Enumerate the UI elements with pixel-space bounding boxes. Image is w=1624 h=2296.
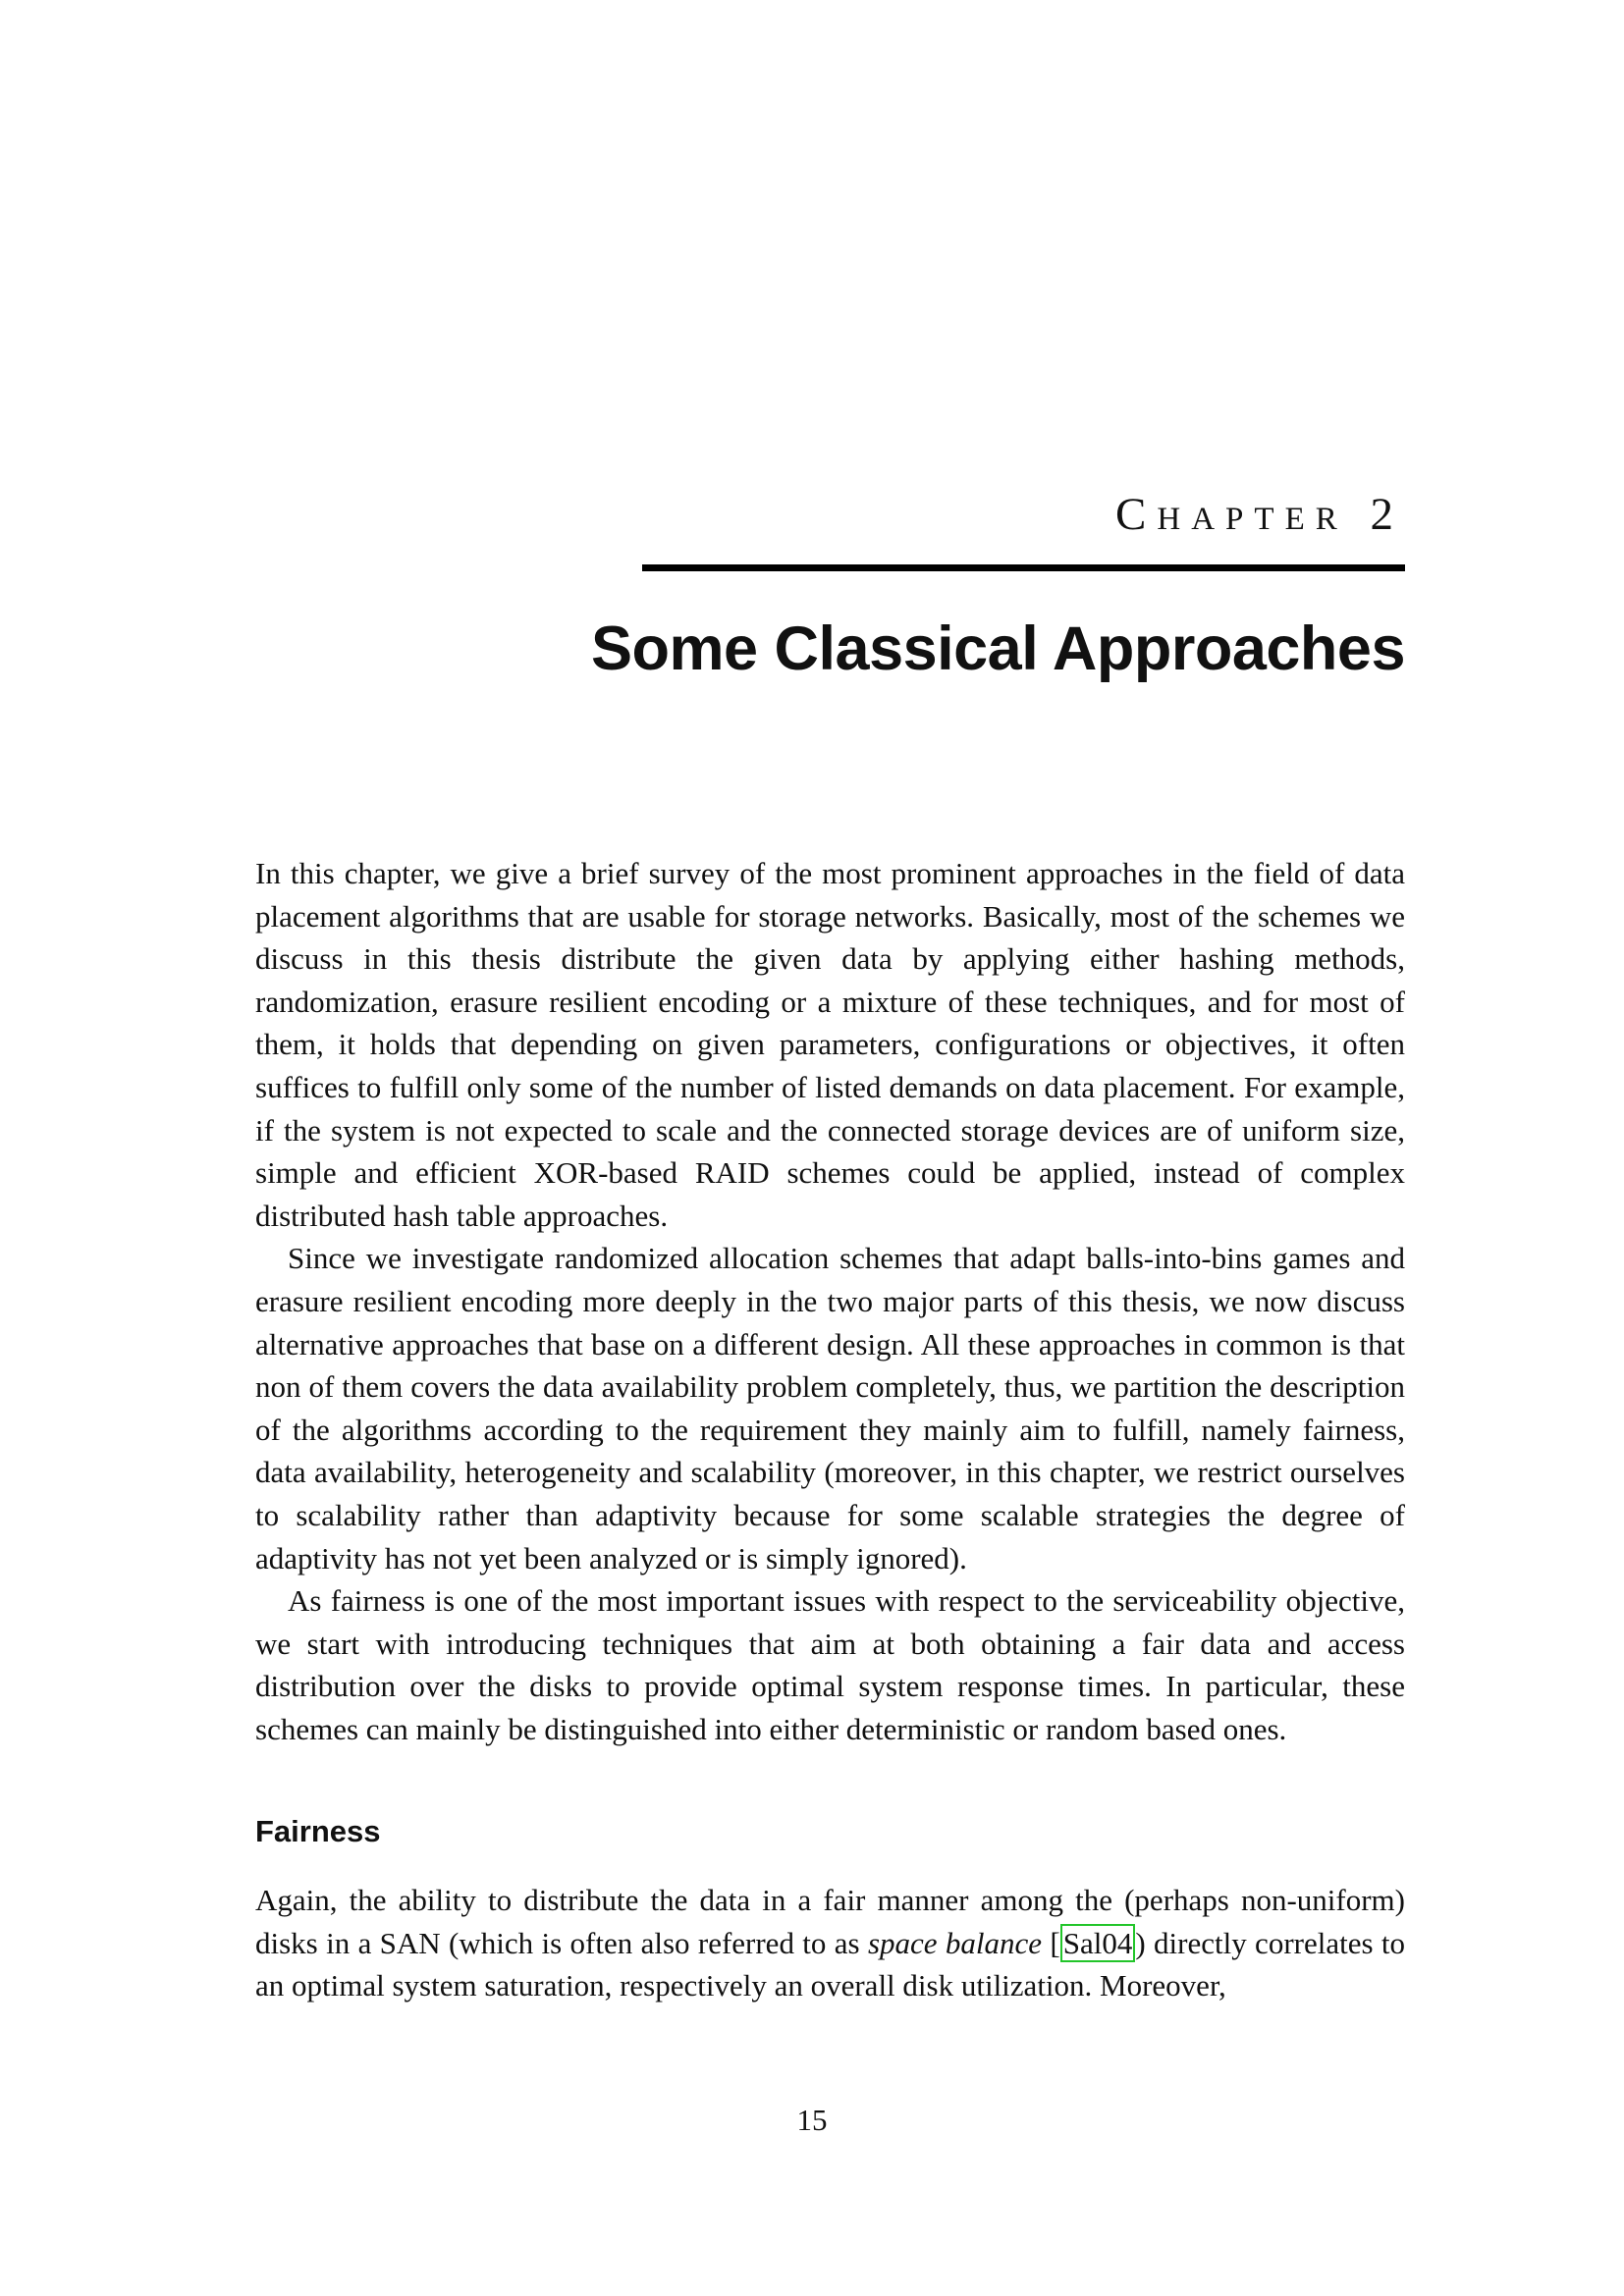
- citation-link-sal04[interactable]: Sal04: [1060, 1924, 1136, 1962]
- section-heading-fairness: Fairness: [255, 1814, 381, 1848]
- intro-body: [255, 852, 1405, 1750]
- chapter-label-text: Chapter 2: [1115, 489, 1404, 540]
- fairness-body: [255, 1879, 1405, 2007]
- chapter-label: [1031, 488, 1404, 541]
- chapter-rule: [642, 564, 1405, 571]
- page-number: 15: [796, 2103, 828, 2137]
- fairness-paragraph: Again, the ability to distribute the data in a fair manner among the (perhaps non-uniform) disks in a SAN (which is often also referred to as space balance [Sal04) directly correlates to an optimal system saturation, respectively an overall disk utilization. Moreover,: [255, 1883, 1406, 2003]
- fairness-text-1: Again, the ability to distribute the data in a fair manner among the (perhaps non-uniform) disks in a SAN (which is often also referred to as: [255, 1883, 1405, 1960]
- fairness-text-2: ) directly correlates to an optimal system saturation, respectively an overall disk utilization. Moreover,: [255, 1925, 1406, 2003]
- chapter-title: Some Classical Approaches: [590, 614, 1405, 683]
- intro-paragraph-2: Since we investigate randomized allocation schemes that adapt balls-into-bins games and erasure resilient encoding more deeply in the two major parts of this thesis, we now discuss alternative approaches that base on a different design. All these approaches in common is that non of them covers the data availability problem completely, thus, we partition the description of the algorithms according to the requirement they mainly aim to fulfill, namely fairness, data availability, heterogeneity and scalability (moreover, in this chapter, we restrict ourselves to scalability rather than adaptivity because for some scalable strategies the degree of adaptivity has not yet been analyzed or is simply ignored).: [255, 1241, 1405, 1575]
- intro-paragraph-1: In this chapter, we give a brief survey of the most prominent approaches in the field of data placement algorithms that are usable for storage networks. Basically, most of the schemes we discuss in this thesis distribute the given data by applying either hashing methods, randomization, erasure resilient encoding or a mixture of these techniques, and for most of them, it holds that depending on given parameters, configurations or objectives, it often suffices to fulfill only some of the number of listed demands on data placement. For example, if the system is not expected to scale and the connected storage devices are of uniform size, simple and efficient XOR-based RAID schemes could be applied, instead of complex distributed hash table approaches.: [255, 856, 1405, 1233]
- space-balance-term: space balance: [867, 1925, 1043, 1960]
- intro-paragraph-3: As fairness is one of the most important issues with respect to the serviceability objective, we start with introducing techniques that aim at both obtaining a fair data and access distribution over the disks to provide optimal system response times. In particular, these schemes can mainly be distinguished into either deterministic or random based ones.: [255, 1583, 1405, 1746]
